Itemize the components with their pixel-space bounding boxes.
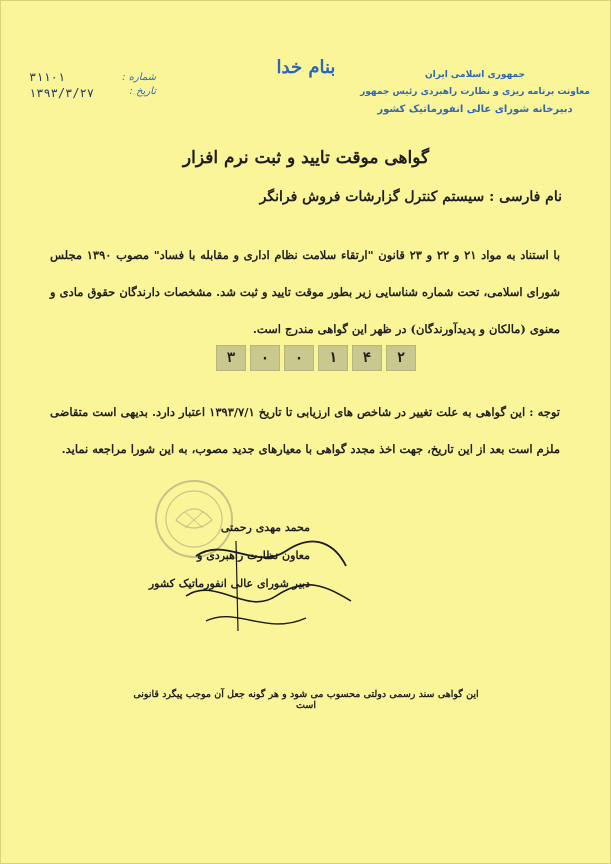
digit-box: ۰ bbox=[284, 345, 314, 371]
reference-number: ۳۱۱۰۱ bbox=[29, 70, 66, 84]
reference-values bbox=[29, 69, 109, 101]
reference-date: ۱۳۹۳/۳/۲۷ bbox=[29, 86, 95, 100]
issuer-country: جمهوری اسلامی ایران bbox=[424, 70, 526, 80]
legal-footer: این گواهی سند رسمی دولتی محسوب می شود و هر گونه جعل آن موجب پیگرد قانونی است bbox=[133, 689, 479, 711]
certificate-title: گواهی موقت تایید و ثبت نرم افزار bbox=[182, 148, 430, 168]
issuer-secretariat: دبیرخانه شورای عالی انفورماتیک کشور bbox=[377, 104, 573, 115]
identification-number bbox=[216, 345, 416, 371]
reference-labels bbox=[116, 71, 156, 99]
issuer-department: معاونت برنامه ریزی و نظارت راهبردی رئیس جمهور bbox=[360, 87, 590, 97]
persian-name-label: نام فارسی : bbox=[489, 189, 562, 205]
certificate-paragraph: با استناد به مواد ۲۱ و ۲۲ و ۲۳ قانون "ارتقاء سلامت نظام اداری و مقابله با فساد" مصوب ۱۳۹۰ مجلس شورای اسلامی، تحت شماره شناسایی زیر بطور موقت تایید و ثبت شد. مشخصات دارندگان حقوق مادی و معنوی (مالکان و پدیدآورندگان) در ظهر این گواهی مندرج است. bbox=[50, 248, 561, 336]
digit-box: ۱ bbox=[318, 345, 348, 371]
signatory-name: محمد مهدی رحمتی bbox=[220, 521, 310, 534]
persian-name-value: سیستم کنترل گزارشات فروش فرانگر bbox=[259, 189, 485, 205]
signatory-title-line2: دبیر شورای عالی انفورماتیک کشور bbox=[148, 577, 310, 590]
digit-box: ۳ bbox=[216, 345, 246, 371]
number-label: شماره : bbox=[122, 72, 156, 83]
issuer-organization bbox=[360, 67, 590, 118]
software-name-line bbox=[82, 189, 562, 205]
digit-box: ۰ bbox=[250, 345, 280, 371]
signature-block bbox=[120, 514, 310, 598]
signatory-title-line1: معاون نظارت راهبردی و bbox=[197, 549, 310, 562]
digit-box: ۴ bbox=[352, 345, 382, 371]
validity-note: توجه : این گواهی به علت تغییر در شاخص های ارزیابی تا تاریخ ۱۳۹۳/۷/۱ اعتبار دارد. بدیهی است متقاضی ملزم است بعد از این تاریخ، جهت اخذ مجدد گواهی با معیارهای جدید مصوب، به این شورا مراجعه نماید. bbox=[50, 405, 560, 456]
digit-box: ۲ bbox=[386, 345, 416, 371]
date-label: تاریخ : bbox=[129, 86, 156, 97]
basmala-heading: بنام خدا bbox=[276, 57, 336, 78]
